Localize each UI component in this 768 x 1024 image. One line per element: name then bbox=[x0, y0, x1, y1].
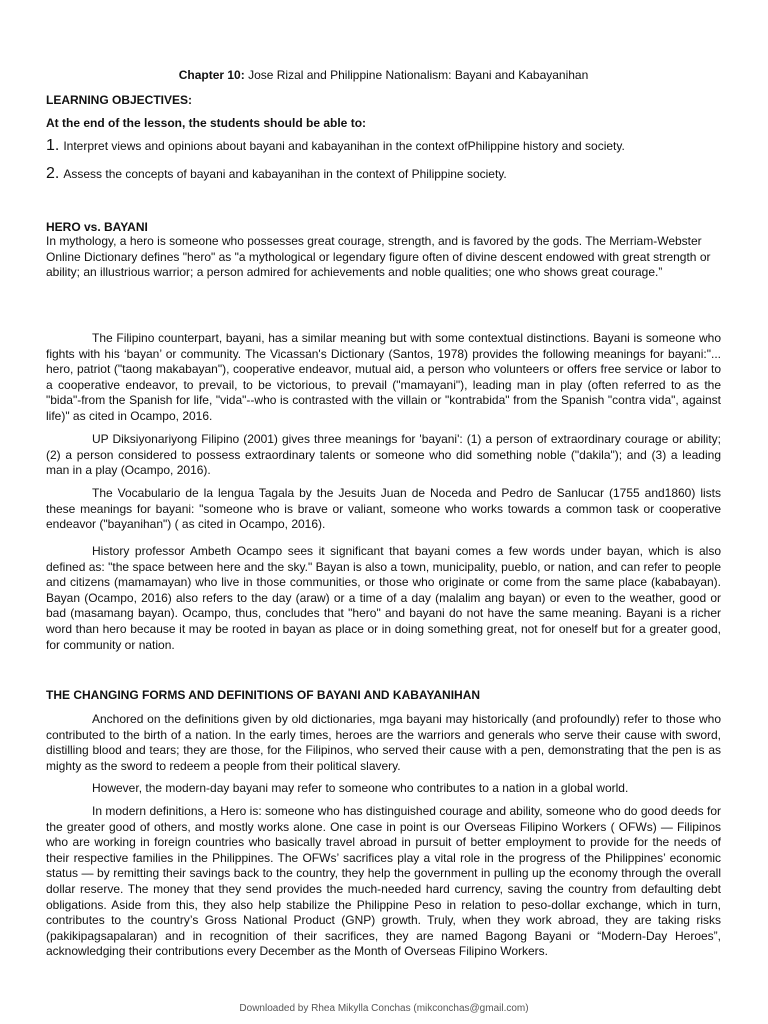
objective-text: Assess the concepts of bayani and kabayanihan in the context of Philippine society. bbox=[63, 167, 507, 181]
objective-number: 2. bbox=[46, 165, 60, 182]
learning-objectives-heading: LEARNING OBJECTIVES: bbox=[46, 93, 193, 107]
body-paragraph: In modern definitions, a Hero is: someone who has distinguished courage and ability, someone who do good deeds for the greater good of others, and mostly works alone. One case in point is our Overseas Filipino Workers ( OFWs) — Filipinos who are working in foreign countries who basically travel abroad in pursuit of better employment to provide for the needs of their respective families in the Philippines. The OFWs’ sacrifices play a vital role in the progress of the Philippines’ economic status — by remitting their savings back to the country, they help the government in pulling up the economy through the overall dollar reserve. The money that they send provides the much-needed hard currency, saving the country from defaulting debt obligations. Aside from this, they also help stabilize the Philippine Peso in relation to peso-dollar exchange, which in turn, contributes to the country’s Gross National Product (GNP) growth. Truly, when they work abroad, they are taking risks (pakikipagsapalaran) and in recognition of their sacrifices, they are named Bagong Bayani or “Modern-Day Heroes”, acknowledging their contributions every December as the Month of Overseas Filipino Workers. bbox=[46, 804, 721, 959]
objective-item bbox=[46, 137, 721, 155]
objective-text: Interpret views and opinions about bayani and kabayanihan in the context ofPhilippine history and society. bbox=[63, 139, 625, 153]
chapter-title bbox=[46, 68, 721, 82]
section-heading-changing-forms: THE CHANGING FORMS AND DEFINITIONS OF BAYANI AND KABAYANIHAN bbox=[46, 688, 481, 702]
body-paragraph: The Vocabulario de la lengua Tagala by the Jesuits Juan de Noceda and Pedro de Sanlucar (1755 and1860) lists these meanings for bayani: "someone who is brave or valiant, someone who works towards a common task or cooperative endeavor ("bayanihan") ( as cited in Ocampo, 2016). bbox=[46, 486, 721, 532]
body-paragraph: However, the modern-day bayani may refer to someone who contributes to a nation in a global world. bbox=[92, 781, 629, 795]
chapter-title-text: Jose Rizal and Philippine Nationalism: Bayani and Kabayanihan bbox=[244, 68, 589, 82]
body-paragraph: History professor Ambeth Ocampo sees it significant that bayani comes a few words under bayan, which is also defined as: "the space between here and the sky." Bayan is also a town, municipality, pueblo, or nation, and can refer to people and citizens (mamamayan) who live in those communities, or those who originate or come from the same place (kababayan). Bayan (Ocampo, 2016) also refers to the day (araw) or a time of a day (malalim ang bayan) or even to the weather, good or bad (masamang bayan). Ocampo, thus, concludes that "hero" and bayani do not have the same meaning. Bayani is a richer word than hero because it may be rooted in bayan as place or in doing something great, not for oneself but for a greater good, for community or nation. bbox=[46, 544, 721, 652]
objective-number: 1. bbox=[46, 137, 60, 154]
download-footer: Downloaded by Rhea Mikylla Conchas (mikconchas@gmail.com) bbox=[239, 1003, 529, 1014]
chapter-label: Chapter 10: bbox=[178, 68, 245, 82]
body-paragraph: The Filipino counterpart, bayani, has a similar meaning but with some contextual distinctions. Bayani is someone who fights with his ‘bayan’ or community. The Vicassan's Dictionary (Santos, 1978) provides the following meanings for bayani:"... hero, patriot ("taong makabayan"), cooperative endeavor, mutual aid, a person who volunteers or offers free service or labor to a cooperative endeavor, to prevail, to be victorious, to prevail ("mamayani"), leading man in play (often referred to as the "bida"-from the Spanish for life, "vida"--who is contrasted with the villain or "kontrabida" from the Spanish "contra vida", against life)" as cited in Ocampo, 2016. bbox=[46, 331, 721, 423]
body-paragraph: Anchored on the definitions given by old dictionaries, mga bayani may historically (and profoundly) refer to those who contributed to the birth of a nation. In the early times, heroes are the warriors and generals who serve their cause with sword, distilling blood and tears; they are those, for the Filipinos, who served their cause with a pen, demonstrating that the pen is as mighty as the sword to redeem a people from their political slavery. bbox=[46, 712, 721, 773]
learning-objectives-intro: At the end of the lesson, the students should be able to: bbox=[46, 116, 367, 130]
section-heading-hero-vs-bayani: HERO vs. BAYANI bbox=[46, 220, 148, 234]
objective-item bbox=[46, 165, 721, 183]
hero-definition-paragraph: In mythology, a hero is someone who possesses great courage, strength, and is favored by the gods. The Merriam-Webster Online Dictionary defines "hero" as "a mythological or legendary figure often of divine descent endowed with great strength or ability; an illustrious warrior; a person admired for achievements and noble qualities; one who shows great courage.” bbox=[46, 234, 711, 280]
body-paragraph: UP Diksiyonariyong Filipino (2001) gives three meanings for 'bayani': (1) a person of extraordinary courage or ability; (2) a person considered to possess extraordinary talents or someone who did something noble ("dakila"); and (3) a leading man in a play (Ocampo, 2016). bbox=[46, 432, 721, 478]
